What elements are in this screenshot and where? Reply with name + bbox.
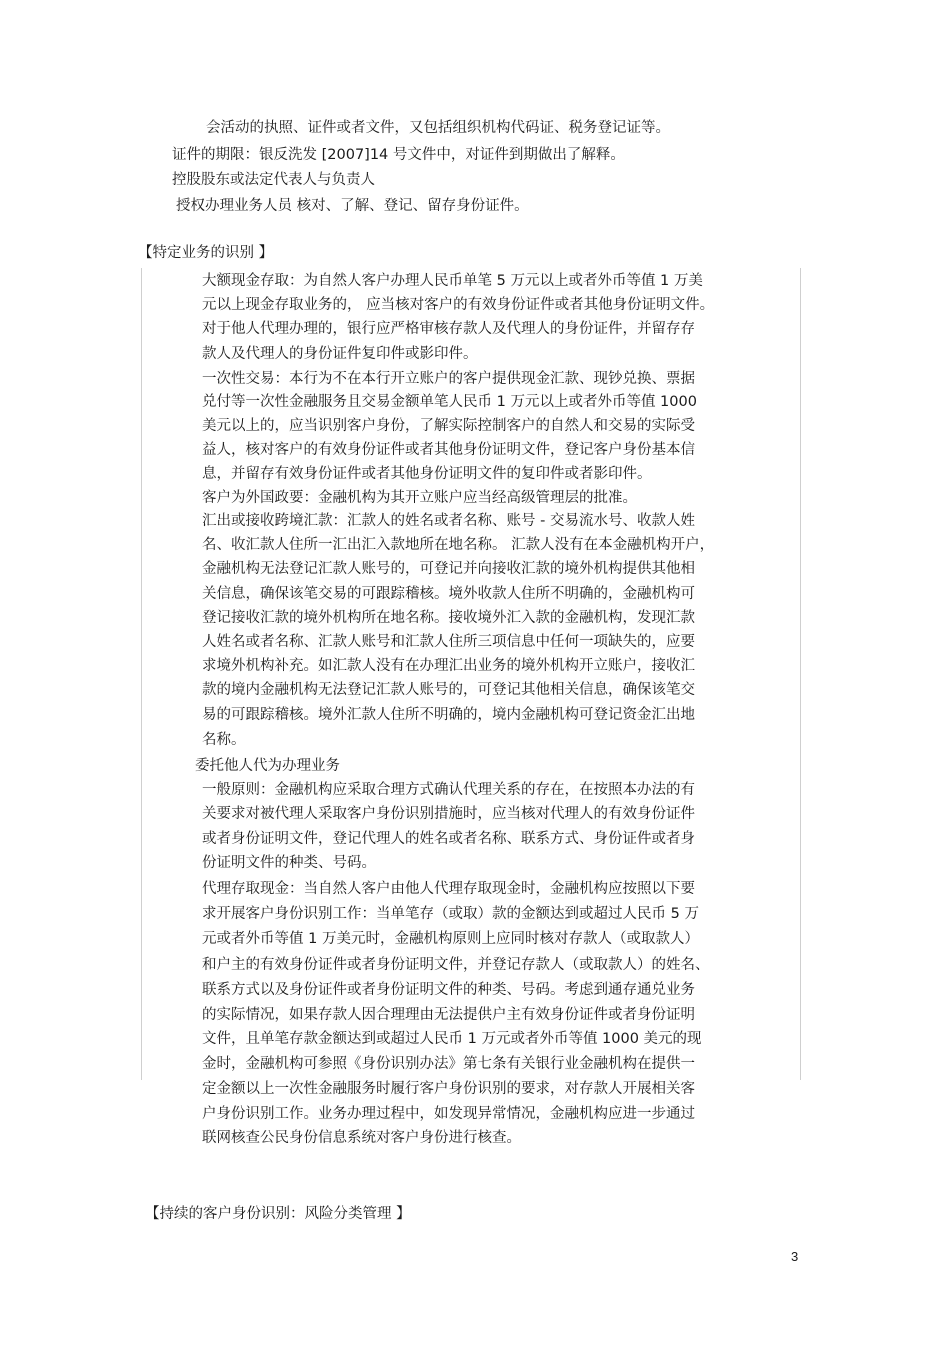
body-line: 一般原则：金融机构应采取合理方式确认代理关系的存在，在按照本办法的有 <box>202 782 695 798</box>
page-number: 3 <box>791 1249 799 1264</box>
body-line: 兑付等一次性金融服务且交易金额单笔人民币 1 万元以上或者外币等值 1000 <box>202 394 697 410</box>
body-line: 和户主的有效身份证件或者身份证明文件，并登记存款人（或取款人）的姓名、 <box>202 957 710 973</box>
intro-line: 证件的期限：银反洗发 [2007]14 号文件中，对证件到期做出了解释。 <box>172 147 625 163</box>
body-line: 益人，核对客户的有效身份证件或者其他身份证明文件，登记客户身份基本信 <box>202 442 695 458</box>
body-line: 汇出或接收跨境汇款：汇款人的姓名或者名称、账号 - 交易流水号、收款人姓 <box>202 513 695 529</box>
body-line: 委托他人代为办理业务 <box>195 758 340 774</box>
intro-line: 控股股东或法定代表人与负责人 <box>172 172 375 188</box>
body-line: 登记接收汇款的境外机构所在地名称。接收境外汇入款的金融机构，发现汇款 <box>202 610 695 626</box>
body-line: 人姓名或者名称、汇款人账号和汇款人住所三项信息中任何一项缺失的，应要 <box>202 634 695 650</box>
body-line: 关要求对被代理人采取客户身份识别措施时，应当核对代理人的有效身份证件 <box>202 806 695 822</box>
body-line: 息，并留存有效身份证件或者其他身份证明文件的复印件或者影印件。 <box>202 466 652 482</box>
body-line: 关信息，确保该笔交易的可跟踪稽核。境外收款人住所不明确的，金融机构可 <box>202 586 695 602</box>
body-line: 代理存取现金：当自然人客户由他人代理存取现金时，金融机构应按照以下要 <box>202 881 695 897</box>
body-line: 名、收汇款人住所一汇出汇入款地所在地名称。 汇款人没有在本金融机构开户， <box>202 537 715 553</box>
body-line: 求境外机构补充。如汇款人没有在办理汇出业务的境外机构开立账户，接收汇 <box>202 658 695 674</box>
body-line: 或者身份证明文件，登记代理人的姓名或者名称、联系方式、身份证件或者身 <box>202 831 695 847</box>
body-line: 联系方式以及身份证件或者身份证明文件的种类、号码。考虑到通存通兑业务 <box>202 982 695 998</box>
body-line: 求开展客户身份识别工作：当单笔存（或取）款的金额达到或超过人民币 5 万 <box>202 906 699 922</box>
body-line: 户身份识别工作。业务办理过程中，如发现异常情况，金融机构应进一步通过 <box>202 1106 695 1122</box>
body-line: 美元以上的，应当识别客户身份，了解实际控制客户的自然人和交易的实际受 <box>202 418 695 434</box>
intro-line: 会活动的执照、证件或者文件，又包括组织机构代码证、税务登记证等。 <box>206 120 670 136</box>
body-line: 份证明文件的种类、号码。 <box>202 855 376 871</box>
section-heading-ongoing: 【持续的客户身份识别：风险分类管理 】 <box>145 1206 411 1222</box>
body-line: 客户为外国政要：金融机构为其开立账户应当经高级管理层的批准。 <box>202 490 637 506</box>
body-line: 大额现金存取：为自然人客户办理人民币单笔 5 万元以上或者外币等值 1 万美 <box>202 273 703 289</box>
body-line: 一次性交易：本行为不在本行开立账户的客户提供现金汇款、现钞兑换、票据 <box>202 371 695 387</box>
section-heading-special: 【特定业务的识别 】 <box>138 245 274 261</box>
body-line: 名称。 <box>202 732 246 748</box>
body-line: 款的境内金融机构无法登记汇款人账号的，可登记其他相关信息，确保该笔交 <box>202 682 695 698</box>
body-line: 金时，金融机构可参照《身份识别办法》第七条有关银行业金融机构在提供一 <box>202 1056 695 1072</box>
body-line: 对于他人代理办理的，银行应严格审核存款人及代理人的身份证件，并留存存 <box>202 321 695 337</box>
body-line: 款人及代理人的身份证件复印件或影印件。 <box>202 346 478 362</box>
body-line: 元以上现金存取业务的， 应当核对客户的有效身份证件或者其他身份证明文件。 <box>202 297 715 313</box>
body-line: 的实际情况，如果存款人因合理理由无法提供户主有效身份证件或者身份证明 <box>202 1007 695 1023</box>
body-line: 金融机构无法登记汇款人账号的，可登记并向接收汇款的境外机构提供其他相 <box>202 561 695 577</box>
body-line: 元或者外币等值 1 万美元时，金融机构原则上应同时核对存款人（或取款人） <box>202 931 699 947</box>
body-line: 易的可跟踪稽核。境外汇款人住所不明确的，境内金融机构可登记资金汇出地 <box>202 707 695 723</box>
body-line: 文件，且单笔存款金额达到或超过人民币 1 万元或者外币等值 1000 美元的现 <box>202 1031 702 1047</box>
body-line: 定金额以上一次性金融服务时履行客户身份识别的要求，对存款人开展相关客 <box>202 1081 695 1097</box>
body-line: 联网核查公民身份信息系统对客户身份进行核查。 <box>202 1130 521 1146</box>
intro-line: 授权办理业务人员 核对、了解、登记、留存身份证件。 <box>176 198 529 214</box>
